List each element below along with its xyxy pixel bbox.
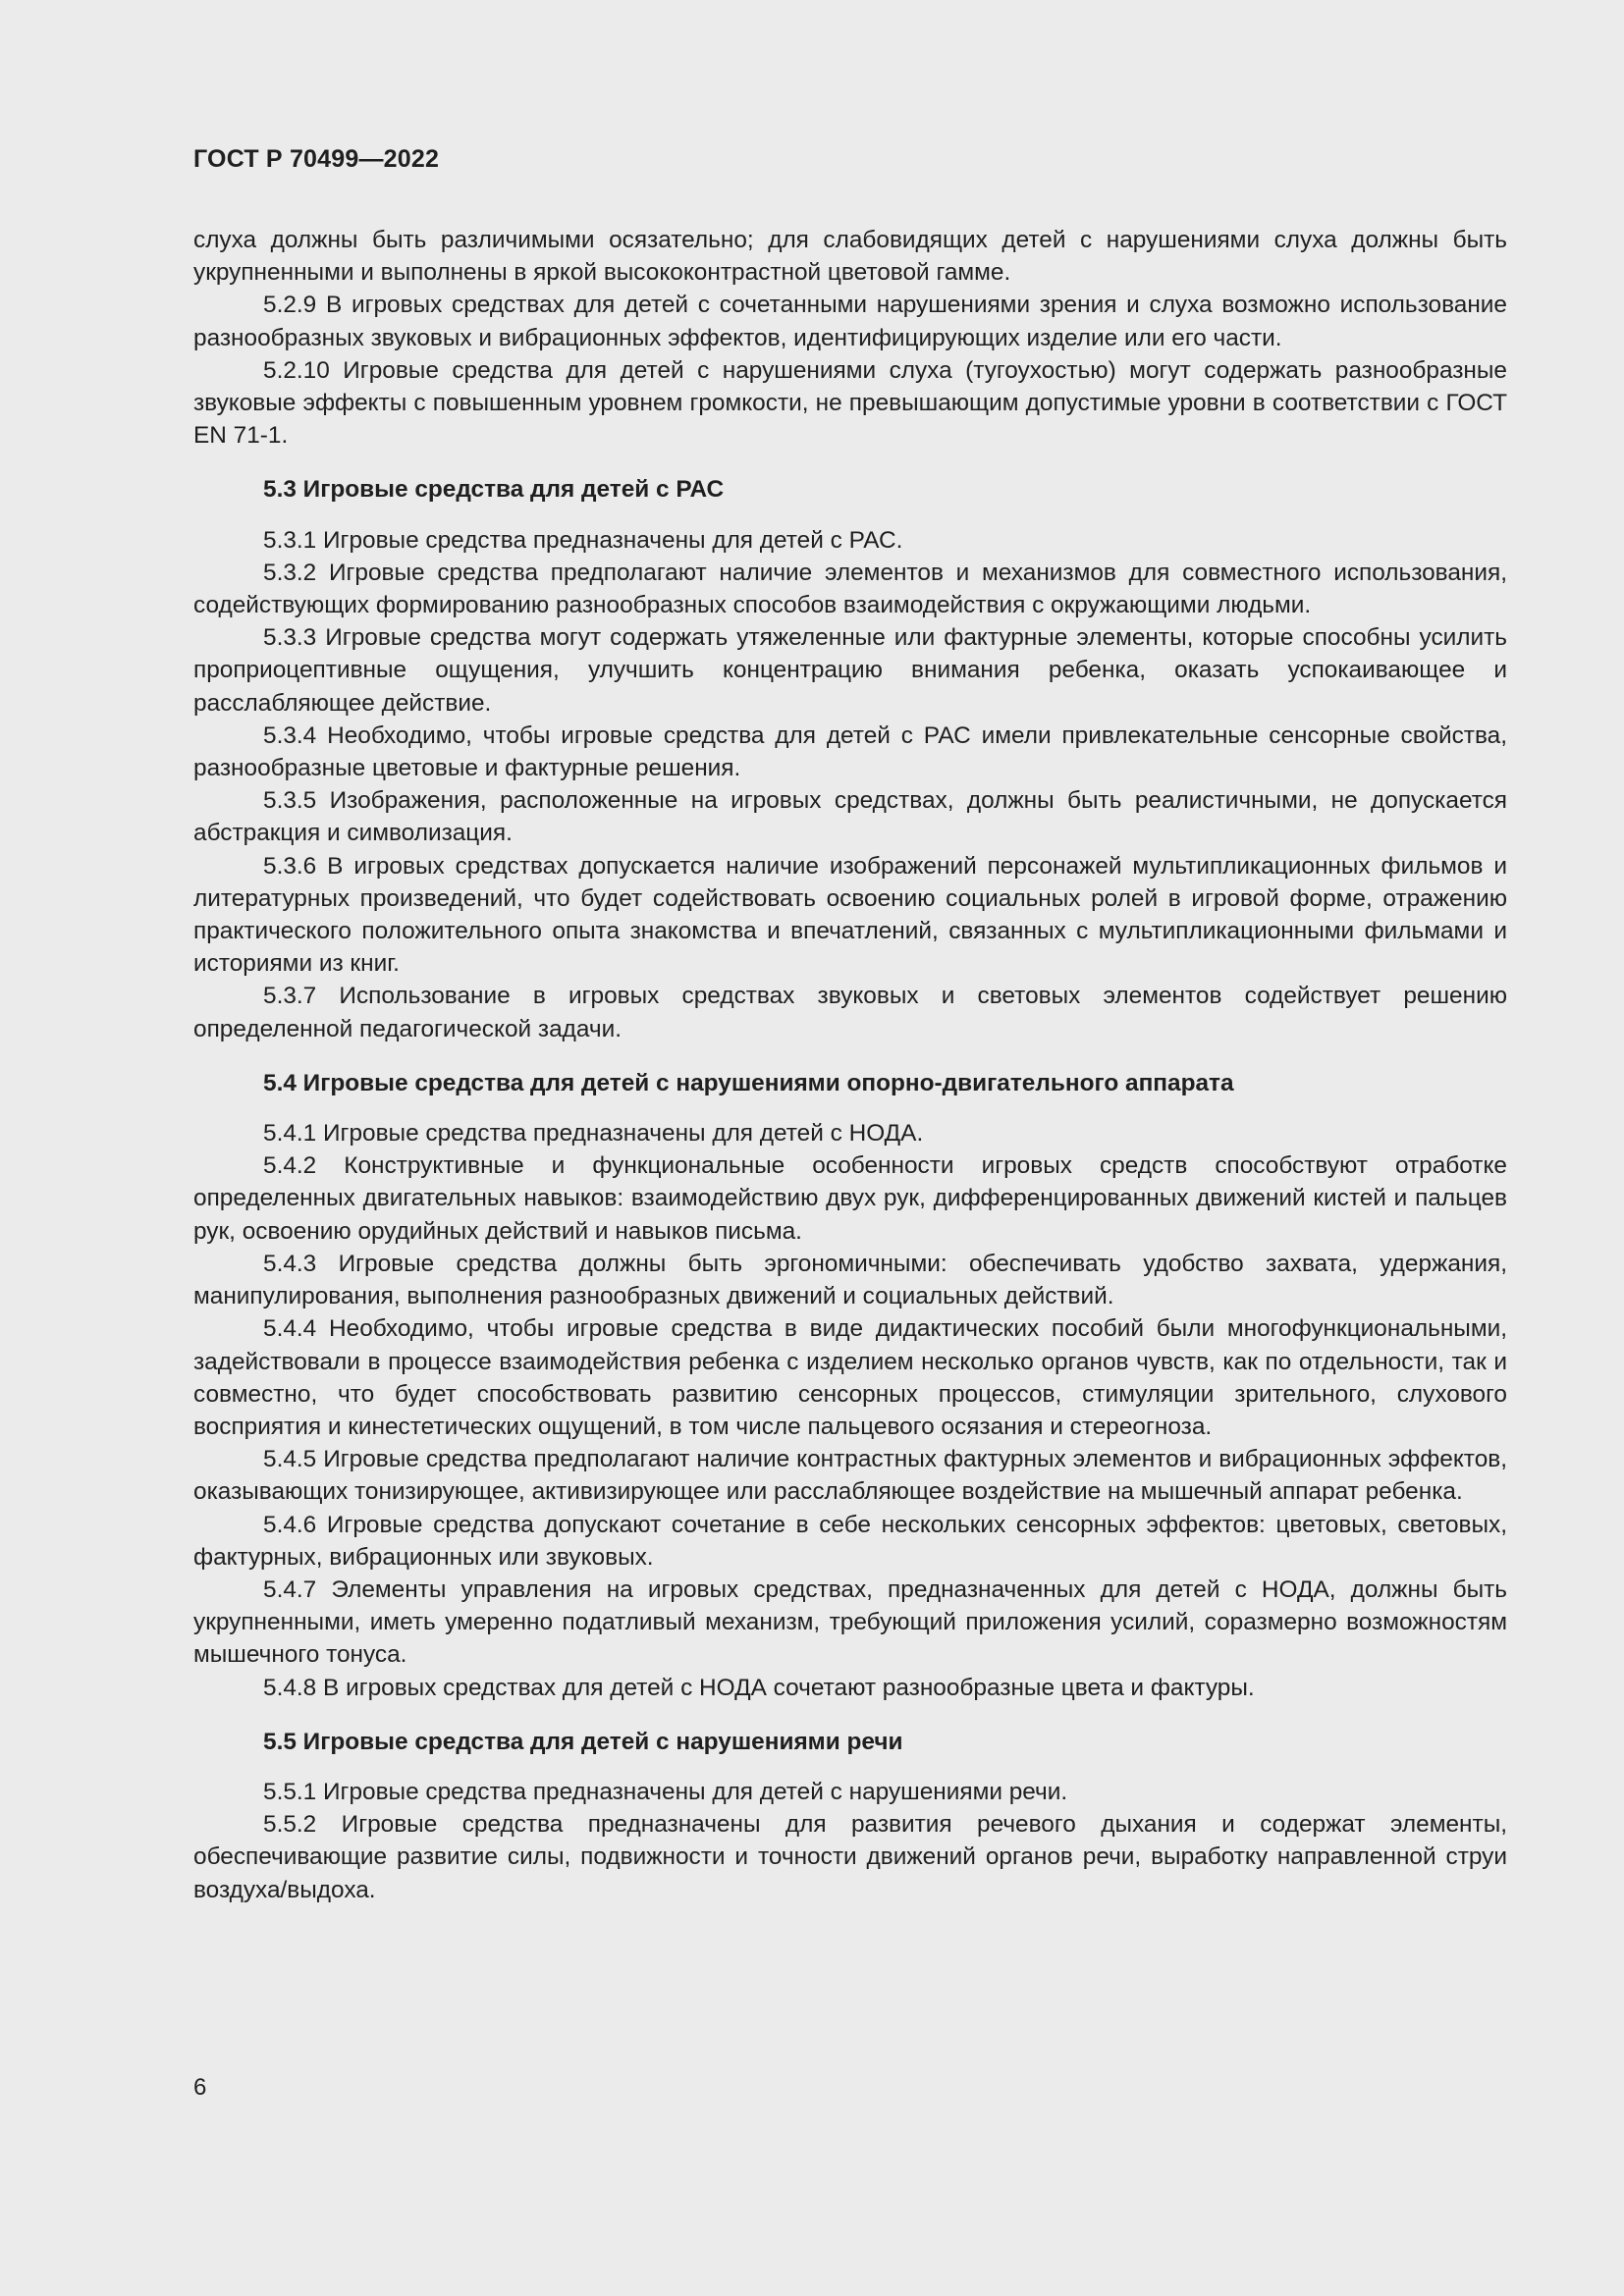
paragraph-5-3-7: 5.3.7 Использование в игровых средствах звуковых и световых элементов содействует решению определенной педагогической задачи. [193,983,1507,1042]
document-header: ГОСТ Р 70499—2022 [193,145,440,173]
section-heading-5-4: 5.4 Игровые средства для детей с нарушениями опорно-двигательного аппарата [263,1069,1234,1096]
paragraph-5-3-1: 5.3.1 Игровые средства предназначены для детей с РАС. [263,526,903,554]
paragraph-5-3-2: 5.3.2 Игровые средства предполагают наличие элементов и механизмов для совместного использования, содействующих формированию разнообразных способов взаимодействия с окружающими людьми. [193,559,1507,619]
paragraph-5-4-1: 5.4.1 Игровые средства предназначены для детей с НОДА. [263,1120,924,1148]
paragraph-5-4-3: 5.4.3 Игровые средства должны быть эргономичными: обеспечивать удобство захвата, удержания, манипулирования, выполнения разнообразных движений и социальных действий. [193,1250,1507,1310]
paragraph-5-4-4: 5.4.4 Необходимо, чтобы игровые средства в виде дидактических пособий были многофункциональными, задействовали в процессе взаимодействия ребенка с изделием несколько органов чувств, как по отдельности, так и совместно, что будет способствовать развитию сенсорных процессов, стимуляции зрительного, слухового восприятия и кинестетических ощущений, в том числе пальцевого осязания и стереогноза. [193,1315,1507,1440]
paragraph-5-3-5: 5.3.5 Изображения, расположенные на игровых средствах, должны быть реалистичными, не допускается абстракция и символизация. [193,787,1507,847]
paragraph-5-4-6: 5.4.6 Игровые средства допускают сочетание в себе нескольких сенсорных эффектов: цветовых, световых, фактурных, вибрационных или звуковых. [193,1511,1507,1571]
paragraph-5-4-2: 5.4.2 Конструктивные и функциональные особенности игровых средств способствуют отработке определенных двигательных навыков: взаимодействию двух рук, дифференцированных движений кистей и пальцев рук, освоению орудийных действий и навыков письма. [193,1152,1507,1245]
section-heading-5-3: 5.3 Игровые средства для детей с РАС [263,476,725,504]
paragraph-continuation: слуха должны быть различимыми осязательно; для слабовидящих детей с нарушениями слуха должны быть укрупненными и выполнены в яркой высококонтрастной цветовой гамме. [193,227,1507,287]
paragraph-5-2-10: 5.2.10 Игровые средства для детей с нарушениями слуха (тугоухостью) могут содержать разнообразные звуковые эффекты с повышенным уровнем громкости, не превышающим допустимые уровни в соответствии с ГОСТ EN 71-1. [193,356,1507,450]
paragraph-5-4-8: 5.4.8 В игровых средствах для детей с НОДА сочетают разнообразные цвета и фактуры. [263,1674,1255,1701]
paragraph-5-2-9: 5.2.9 В игровых средствах для детей с сочетанными нарушениями зрения и слуха возможно использование разнообразных звуковых и вибрационных эффектов, идентифицирующих изделие или его части. [193,292,1507,351]
paragraph-5-4-5: 5.4.5 Игровые средства предполагают наличие контрастных фактурных элементов и вибрационных эффектов, оказывающих тонизирующее, активизирующее или расслабляющее воздействие на мышечный аппарат ребенка. [193,1446,1507,1506]
paragraph-5-3-6: 5.3.6 В игровых средствах допускается наличие изображений персонажей мультипликационных фильмов и литературных произведений, что будет содействовать освоению социальных ролей в игровой форме, отражению практического положительного опыта знакомства и впечатлений, связанных с мультипликационными фильмами и историями из книг. [193,852,1507,978]
section-heading-5-5: 5.5 Игровые средства для детей с нарушениями речи [263,1728,903,1755]
paragraph-5-4-7: 5.4.7 Элементы управления на игровых средствах, предназначенных для детей с НОДА, должны быть укрупненными, иметь умеренно податливый механизм, требующий приложения усилий, соразмерно возможностям мышечного тонуса. [193,1575,1507,1669]
page-number: 6 [193,2074,207,2101]
paragraph-5-5-2: 5.5.2 Игровые средства предназначены для развития речевого дыхания и содержат элементы, обеспечивающие развитие силы, подвижности и точности движений органов речи, выработку направленной струи воздуха/выдоха. [193,1811,1507,1903]
document-body [193,224,1507,1906]
paragraph-5-5-1: 5.5.1 Игровые средства предназначены для детей с нарушениями речи. [263,1778,1068,1805]
paragraph-5-3-4: 5.3.4 Необходимо, чтобы игровые средства для детей с РАС имели привлекательные сенсорные свойства, разнообразные цветовые и фактурные решения. [193,721,1507,782]
paragraph-5-3-3: 5.3.3 Игровые средства могут содержать утяжеленные или фактурные элементы, которые способны усилить проприоцептивные ощущения, улучшить концентрацию внимания ребенка, оказать успокаивающее и расслабляющее действие. [193,624,1507,717]
